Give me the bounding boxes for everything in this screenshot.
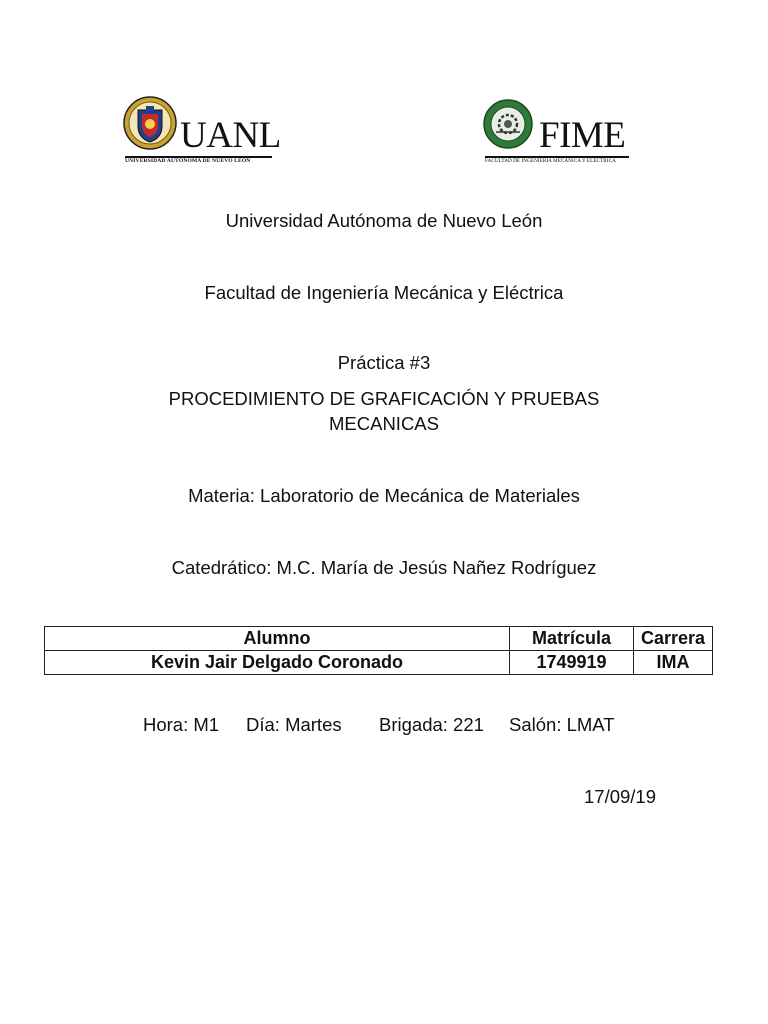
practice-title-line-1: PROCEDIMIENTO DE GRAFICACIÓN Y PRUEBAS: [168, 388, 600, 409]
subject-line: Materia: Laboratorio de Mecánica de Materiales: [188, 485, 580, 506]
fime-seal-icon: [482, 94, 538, 154]
uanl-caption: UNIVERSIDAD AUTÓNOMA DE NUEVO LEÓN: [125, 158, 251, 164]
fime-caption: FACULTAD DE INGENIERÍA MECÁNICA Y ELÉCTRICA: [485, 158, 616, 164]
salon-text: Salón: LMAT: [509, 714, 615, 735]
fime-wordmark: FIME: [539, 115, 626, 156]
practice-title-line-2: MECANICAS: [329, 413, 439, 434]
brigada-text: Brigada: 221: [379, 714, 484, 735]
header-alumno: Alumno: [45, 627, 510, 651]
table-row: [45, 651, 713, 675]
header-carrera: Carrera: [634, 627, 713, 651]
date-text: 17/09/19: [584, 786, 657, 807]
hora-text: Hora: M1: [143, 714, 220, 735]
cell-student-name: Kevin Jair Delgado Coronado: [45, 651, 510, 675]
uanl-logo: [122, 94, 281, 168]
uanl-wordmark: UANL: [180, 115, 281, 156]
student-table: [44, 626, 713, 675]
faculty-name: Facultad de Ingeniería Mecánica y Eléctrica: [204, 282, 564, 303]
fime-logo: [482, 94, 632, 168]
header-matricula: Matrícula: [510, 627, 634, 651]
university-name: Universidad Autónoma de Nuevo León: [225, 210, 543, 231]
professor-line: Catedrático: M.C. María de Jesús Nañez Rodríguez: [171, 557, 597, 578]
practice-number: Práctica #3: [337, 352, 431, 373]
dia-text: Día: Martes: [246, 714, 342, 735]
cell-matricula: 1749919: [510, 651, 634, 675]
table-header-row: [45, 627, 713, 651]
uanl-seal-icon: [122, 94, 178, 154]
cell-carrera: IMA: [634, 651, 713, 675]
